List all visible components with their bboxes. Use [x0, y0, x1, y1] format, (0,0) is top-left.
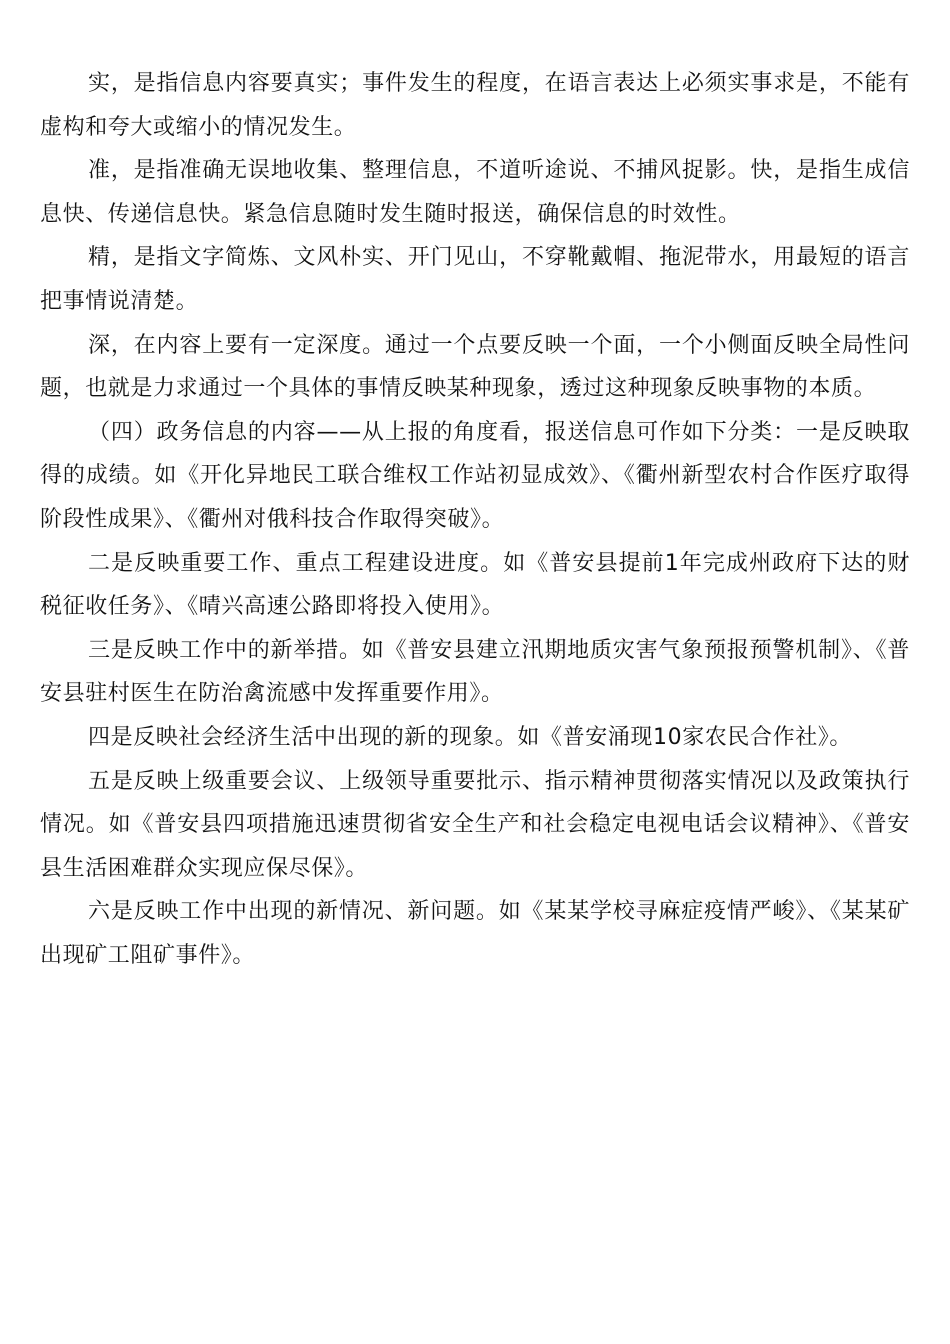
document-page: [40, 62, 910, 977]
paragraph-concise: 精，是指文字简炼、文风朴实、开门见山，不穿靴戴帽、拖泥带水，用最短的语言把事情说清楚。: [40, 245, 910, 314]
paragraph-section-four: （四）政务信息的内容——从上报的角度看，报送信息可作如下分类：一是反映取得的成绩。如《开化异地民工联合维权工作站初显成效》、《衢州新型农村合作医疗取得阶段性成果》、《衢州对俄科技合作取得突破》。: [40, 419, 910, 532]
paragraph-category-two: 二是反映重要工作、重点工程建设进度。如《普安县提前1年完成州政府下达的财税征收任务》、《晴兴高速公路即将投入使用》。: [40, 550, 910, 620]
paragraph-category-three: 三是反映工作中的新举措。如《普安县建立汛期地质灾害气象预报预警机制》、《普安县驻村医生在防治禽流感中发挥重要作用》。: [40, 637, 910, 707]
paragraph-truthful: 实，是指信息内容要真实；事件发生的程度，在语言表达上必须实事求是，不能有虚构和夸大或缩小的情况发生。: [40, 71, 910, 140]
paragraph-depth: 深，在内容上要有一定深度。通过一个点要反映一个面，一个小侧面反映全局性问题，也就是力求通过一个具体的事情反映某种现象，透过这种现象反映事物的本质。: [40, 332, 910, 402]
paragraph-category-four: 四是反映社会经济生活中出现的新的现象。如《普安涌现10家农民合作社》。: [88, 724, 852, 750]
paragraph-category-six: 六是反映工作中出现的新情况、新问题。如《某某学校寻麻症疫情严峻》、《某某矿出现矿工阻矿事件》。: [40, 899, 910, 968]
paragraph-category-five: 五是反映上级重要会议、上级领导重要批示、指示精神贯彻落实情况以及政策执行情况。如《普安县四项措施迅速贯彻省安全生产和社会稳定电视电话会议精神》、《普安县生活困难群众实现应保尽保》。: [40, 768, 910, 881]
paragraph-accurate-fast: 准，是指准确无误地收集、整理信息，不道听途说、不捕风捉影。快，是指生成信息快、传递信息快。紧急信息随时发生随时报送，确保信息的时效性。: [40, 158, 910, 227]
